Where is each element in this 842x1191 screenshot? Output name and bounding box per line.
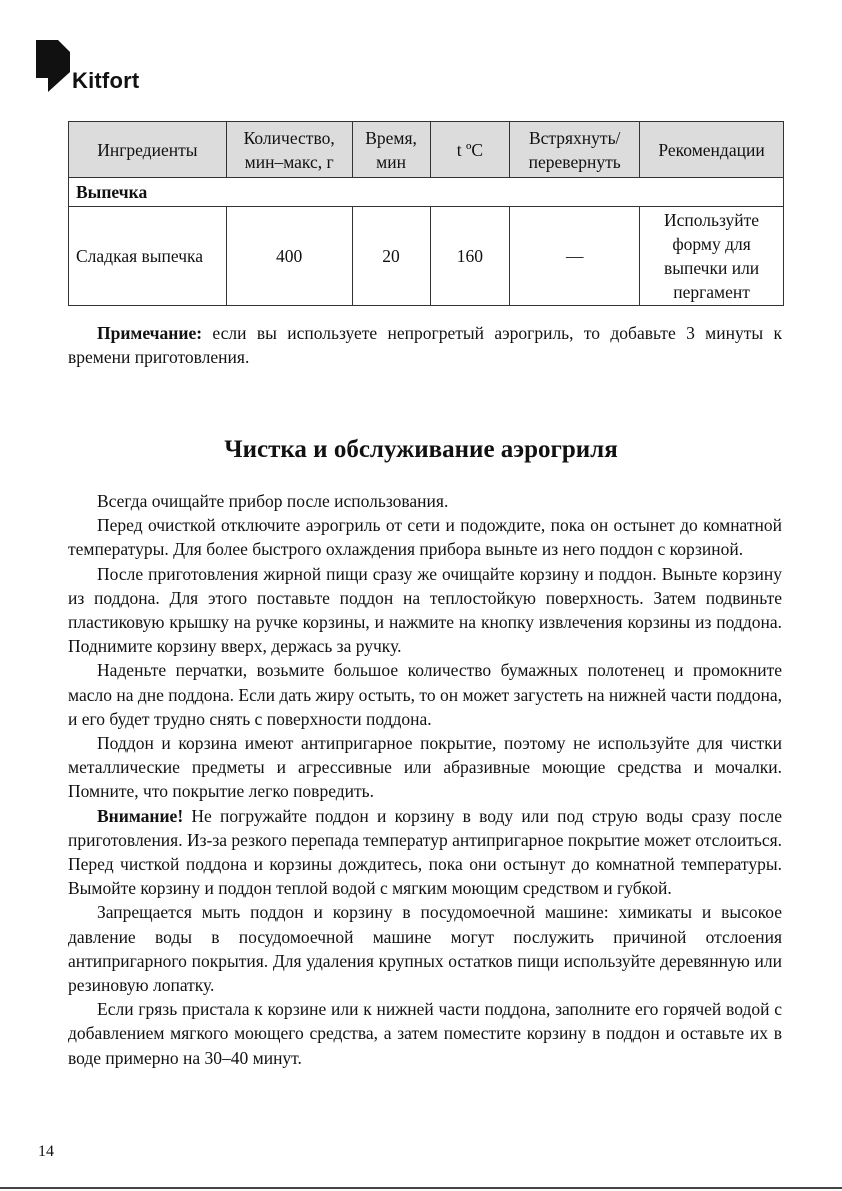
- table-header-row: [69, 122, 784, 178]
- table-section-row: [69, 178, 784, 207]
- warning-label: Внимание!: [97, 805, 184, 826]
- kitfort-logo: [36, 40, 139, 92]
- note-block: [68, 321, 782, 369]
- header-shake: Встряхнуть/ перевернуть: [510, 122, 640, 178]
- brand-name: Kitfort: [72, 68, 140, 93]
- bottom-rule: [0, 1187, 842, 1189]
- paragraph: Наденьте перчатки, возьмите большое количество бумажных полотенец и промокните масло на дне поддона. Если дать жиру остыть, то он может загустеть на нижней части поддона, и его будет трудно снять с поверхности поддона.: [68, 660, 782, 729]
- paragraph: Поддон и корзина имеют антипригарное покрытие, поэтому не используйте для чистки металлические предметы и агрессивные или абразивные моющие средства и мочалки. Помните, что покрытие легко повредить.: [68, 733, 782, 802]
- note-label: Примечание:: [97, 323, 203, 343]
- header-time: Время, мин: [352, 122, 430, 178]
- paragraph: Перед очисткой отключите аэрогриль от сети и подождите, пока он остынет до комнатной температуры. Для более быстрого охлаждения прибора выньте из него поддон с корзиной.: [68, 515, 782, 560]
- header-ingredients: Ингредиенты: [69, 122, 227, 178]
- paragraph: Всегда очищайте прибор после использования.: [97, 491, 449, 511]
- cleaning-instructions: [68, 489, 782, 1070]
- paragraph: После приготовления жирной пищи сразу же очищайте корзину и поддон. Выньте корзину из поддона. Для этого поставьте поддон на теплостойкую поверхность. Затем подвиньте пластиковую крышку на ручке корзины, и нажмите на кнопку извлечения корзины из поддона. Поднимите корзину вверх, держась за ручку.: [68, 563, 782, 657]
- header-quantity: Количество, мин–макс, г: [226, 122, 352, 178]
- cell-recommendation: Используйте форму для выпечки или пергамент: [640, 207, 784, 306]
- warning-text: Не погружайте поддон и корзину в воду или под струю воды сразу после приготовления. Из-за резкого перепада температур антипригарное покрытие может отслоиться. Перед чисткой поддона и корзины дождитесь, пока они остынут до комнатной температуры. Вымойте корзину и поддон теплой водой с мягким моющим средством и губкой.: [68, 805, 783, 899]
- cooking-table: [68, 121, 784, 306]
- header-recommendations: Рекомендации: [640, 122, 784, 178]
- note-paragraph: [68, 321, 782, 369]
- cell-shake: —: [510, 207, 640, 306]
- cell-ingredient: Сладкая выпечка: [69, 207, 227, 306]
- cell-temperature: 160: [430, 207, 510, 306]
- cell-time: 20: [352, 207, 430, 306]
- paragraph: Если грязь пристала к корзине или к нижней части поддона, заполните его горячей водой с добавлением мягкого моющего средства, а затем поместите корзину в поддон и оставьте их в воде примерно на 30–40 минут.: [68, 999, 782, 1068]
- section-title: Выпечка: [69, 178, 784, 207]
- table-row: [69, 207, 784, 306]
- paragraph: Запрещается мыть поддон и корзину в посудомоечной машине: химикаты и высокое давление воды в посудомоечной машине могут послужить причиной отслоения антипригарного покрытия. Для удаления крупных остатков пищи используйте деревянную или резиновую лопатку.: [68, 902, 782, 996]
- page-number: 14: [38, 1143, 54, 1160]
- note-text: если вы используете непрогретый аэрогриль, то добавьте 3 минуты к времени приготовления.: [68, 323, 782, 368]
- section-heading: Чистка и обслуживание аэрогриля: [224, 436, 618, 463]
- kitfort-logo-mark-icon: [36, 40, 70, 92]
- warning-paragraph: [68, 804, 782, 901]
- cell-quantity: 400: [226, 207, 352, 306]
- header-temperature: t ºC: [430, 122, 510, 178]
